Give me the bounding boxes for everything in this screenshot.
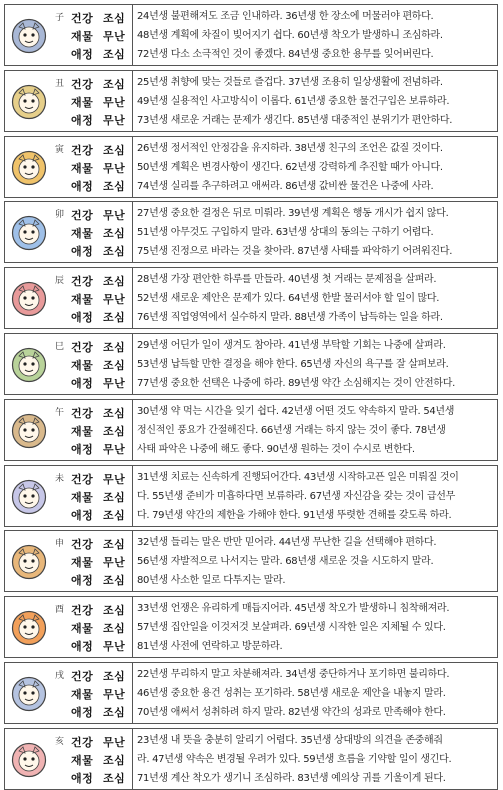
health-value: 조심 xyxy=(103,12,126,25)
fortune-line: 28년생 가장 편안한 하루를 만들라. 40년생 첫 거래는 문제점을 살펴라. xyxy=(137,274,437,285)
health-stat xyxy=(71,142,127,158)
money-label: 재물 xyxy=(71,754,94,767)
money-label: 재물 xyxy=(71,491,94,504)
money-label: 재물 xyxy=(71,227,94,240)
health-value: 조심 xyxy=(103,275,126,288)
money-stat xyxy=(71,28,127,44)
fortune-line: 29년생 어딘가 일이 생겨도 참아라. 41년생 부탁할 기회는 나중에 살펴라. xyxy=(137,340,446,351)
monkey-icon xyxy=(11,544,47,580)
love-label: 애정 xyxy=(71,114,94,127)
zodiac-character: 未 xyxy=(55,474,65,484)
health-label: 건강 xyxy=(71,604,94,617)
rat-icon xyxy=(11,18,47,54)
love-label: 애정 xyxy=(71,377,94,390)
fortune-line: 다. 55년생 준비가 미흡하다면 보류하라. 67년생 자신감을 갖는 것이 급선무 xyxy=(137,491,455,502)
love-value: 조심 xyxy=(103,311,126,324)
zodiac-summary xyxy=(5,71,129,131)
snake-icon xyxy=(11,347,47,383)
fortune-line: 33년생 언쟁은 유리하게 매듭지어라. 45년생 착오가 발생하니 침착해져라. xyxy=(137,603,450,614)
fortune-line: 73년생 새로운 거래는 문제가 생긴다. 85년생 대중적인 분위기가 편안하다. xyxy=(137,115,453,126)
zodiac-summary xyxy=(5,729,129,789)
fortune-line: 30년생 약 먹는 시간을 잊기 쉽다. 42년생 어떤 것도 약속하지 말라. 54년생 xyxy=(137,406,455,417)
love-label: 애정 xyxy=(71,180,94,193)
zodiac-row xyxy=(4,662,498,724)
health-stat xyxy=(71,734,127,750)
love-value: 조심 xyxy=(103,180,126,193)
fortune-text xyxy=(132,729,497,789)
money-label: 재물 xyxy=(71,30,94,43)
love-value: 조심 xyxy=(103,772,126,785)
money-stat xyxy=(71,423,127,439)
fortune-line: 52년생 새로운 제안은 문제가 있다. 64년생 한발 물러서야 할 일이 많다. xyxy=(137,293,440,304)
love-label: 애정 xyxy=(71,245,94,258)
love-label: 애정 xyxy=(71,48,94,61)
fortune-line: 46년생 중요한 용건 성취는 포기하라. 58년생 새로운 제안을 내놓지 말라. xyxy=(137,688,446,699)
zodiac-row xyxy=(4,530,498,592)
zodiac-row xyxy=(4,267,498,329)
health-label: 건강 xyxy=(71,209,94,222)
love-label: 애정 xyxy=(71,574,94,587)
fortune-line: 72년생 다소 소극적인 것이 좋겠다. 84년생 중요한 용무를 잊어버린다. xyxy=(137,49,434,60)
pig-icon xyxy=(11,742,47,778)
zodiac-row xyxy=(4,70,498,132)
love-label: 애정 xyxy=(71,772,94,785)
fortune-line: 사태 파악은 나중에 해도 좋다. 90년생 원하는 것이 수시로 변한다. xyxy=(137,444,415,455)
health-value: 조심 xyxy=(103,670,126,683)
fortune-line: 32년생 들리는 말은 반만 믿어라. 44년생 무난한 길을 선택해야 편하다. xyxy=(137,537,437,548)
love-value: 무난 xyxy=(103,114,126,127)
zodiac-character: 酉 xyxy=(55,605,65,615)
health-stat xyxy=(71,339,127,355)
health-label: 건강 xyxy=(71,407,94,420)
love-stat xyxy=(71,178,127,194)
love-label: 애정 xyxy=(71,509,94,522)
zodiac-character: 寅 xyxy=(55,145,65,155)
fortune-line: 75년생 진정으로 바라는 것을 찾아라. 87년생 사태를 파악하기 어려워진다. xyxy=(137,246,453,257)
zodiac-row xyxy=(4,399,498,461)
health-value: 무난 xyxy=(103,473,126,486)
health-label: 건강 xyxy=(71,144,94,157)
zodiac-character: 午 xyxy=(55,408,65,418)
fortune-text xyxy=(132,663,497,723)
money-value: 무난 xyxy=(103,96,126,109)
money-value: 조심 xyxy=(103,425,126,438)
zodiac-row xyxy=(4,201,498,263)
zodiac-character: 申 xyxy=(55,539,65,549)
money-stat xyxy=(71,357,127,373)
fortune-line: 71년생 계산 착오가 생기니 조심하라. 83년생 예의상 귀를 기울이게 된다. xyxy=(137,773,446,784)
fortune-line: 50년생 계획은 변경사항이 생긴다. 62년생 강력하게 추진할 때가 아니다. xyxy=(137,162,443,173)
love-label: 애정 xyxy=(71,640,94,653)
money-stat xyxy=(71,160,127,176)
money-value: 무난 xyxy=(103,30,126,43)
health-label: 건강 xyxy=(71,670,94,683)
dog-icon xyxy=(11,676,47,712)
health-value: 조심 xyxy=(103,341,126,354)
fortune-line: 56년생 자발적으로 나서지는 말라. 68년생 새로운 것을 시도하지 말라. xyxy=(137,556,434,567)
fortune-line: 51년생 아무것도 구입하지 말라. 63년생 상대의 동의는 구하기 어렵다. xyxy=(137,227,434,238)
zodiac-character: 巳 xyxy=(55,342,65,352)
health-value: 조심 xyxy=(103,538,126,551)
love-stat xyxy=(71,572,127,588)
fortune-line: 74년생 실리를 추구하려고 애써라. 86년생 값비싼 물건은 나중에 사라. xyxy=(137,181,434,192)
zodiac-summary xyxy=(5,663,129,723)
money-value: 무난 xyxy=(103,293,126,306)
love-value: 무난 xyxy=(103,640,126,653)
money-label: 재물 xyxy=(71,293,94,306)
fortune-line: 80년생 사소한 일로 다투지는 말라. xyxy=(137,575,286,586)
love-stat xyxy=(71,770,127,786)
zodiac-character: 丑 xyxy=(55,79,65,89)
love-stat xyxy=(71,507,127,523)
zodiac-summary xyxy=(5,5,129,65)
health-value: 조심 xyxy=(103,407,126,420)
health-label: 건강 xyxy=(71,78,94,91)
health-stat xyxy=(71,602,127,618)
health-stat xyxy=(71,668,127,684)
fortune-line: 라. 47년생 약속은 변경될 우려가 있다. 59년생 흐름을 기약할 일이 생긴다. xyxy=(137,754,452,765)
health-stat xyxy=(71,76,127,92)
health-value: 무난 xyxy=(103,736,126,749)
money-label: 재물 xyxy=(71,688,94,701)
money-value: 조심 xyxy=(103,622,126,635)
zodiac-row xyxy=(4,333,498,395)
zodiac-character: 卯 xyxy=(55,210,65,220)
health-stat xyxy=(71,405,127,421)
fortune-text xyxy=(132,137,497,197)
zodiac-summary xyxy=(5,597,129,657)
money-value: 조심 xyxy=(103,359,126,372)
love-label: 애정 xyxy=(71,443,94,456)
love-value: 무난 xyxy=(103,443,126,456)
money-stat xyxy=(71,554,127,570)
fortune-line: 31년생 치료는 신속하게 진행되어간다. 43년생 시작하고픈 일은 미뤄질 것이 xyxy=(137,472,459,483)
money-stat xyxy=(71,94,127,110)
fortune-text xyxy=(132,71,497,131)
fortune-line: 70년생 애써서 성취하려 하지 말라. 82년생 약간의 성과로 만족해야 한다. xyxy=(137,707,446,718)
money-value: 조심 xyxy=(103,491,126,504)
health-label: 건강 xyxy=(71,341,94,354)
fortune-line: 77년생 중요한 선택은 나중에 하라. 89년생 약간 소심해지는 것이 안전하다. xyxy=(137,378,455,389)
health-value: 조심 xyxy=(103,144,126,157)
money-label: 재물 xyxy=(71,162,94,175)
fortune-line: 26년생 정서적인 안정감을 유지하라. 38년생 친구의 조언은 값질 것이다. xyxy=(137,143,443,154)
fortune-text xyxy=(132,466,497,526)
love-stat xyxy=(71,375,127,391)
zodiac-summary xyxy=(5,202,129,262)
money-label: 재물 xyxy=(71,556,94,569)
rooster-icon xyxy=(11,610,47,646)
love-label: 애정 xyxy=(71,311,94,324)
money-stat xyxy=(71,291,127,307)
fortune-line: 48년생 계획에 차질이 빚어지기 쉽다. 60년생 착오가 발생하니 조심하라. xyxy=(137,30,443,41)
zodiac-row xyxy=(4,728,498,790)
love-label: 애정 xyxy=(71,706,94,719)
dragon-icon xyxy=(11,281,47,317)
fortune-line: 49년생 실용적인 사고방식이 이롭다. 61년생 중요한 물건구입은 보류하라. xyxy=(137,96,450,107)
love-stat xyxy=(71,704,127,720)
sheep-icon xyxy=(11,479,47,515)
tiger-icon xyxy=(11,150,47,186)
health-stat xyxy=(71,536,127,552)
money-value: 무난 xyxy=(103,556,126,569)
zodiac-summary xyxy=(5,268,129,328)
zodiac-row xyxy=(4,596,498,658)
health-value: 조심 xyxy=(103,604,126,617)
rabbit-icon xyxy=(11,215,47,251)
fortune-text xyxy=(132,597,497,657)
fortune-line: 24년생 불편해져도 조금 인내하라. 36년생 한 장소에 머물러야 편하다. xyxy=(137,11,434,22)
money-value: 조심 xyxy=(103,754,126,767)
love-value: 조심 xyxy=(103,706,126,719)
fortune-line: 정신적인 풍요가 간절해진다. 66년생 거래는 하지 않는 것이 좋다. 78년생 xyxy=(137,425,446,436)
zodiac-character: 辰 xyxy=(55,276,65,286)
fortune-line: 27년생 중요한 결정은 뒤로 미뤄라. 39년생 계획은 행동 개시가 쉽지 않다. xyxy=(137,208,449,219)
love-stat xyxy=(71,309,127,325)
fortune-line: 22년생 무리하지 말고 차분해져라. 34년생 중단하거나 포기하면 불리하다. xyxy=(137,669,450,680)
love-stat xyxy=(71,243,127,259)
zodiac-row xyxy=(4,136,498,198)
zodiac-character: 戌 xyxy=(55,671,65,681)
love-value: 무난 xyxy=(103,377,126,390)
fortune-line: 81년생 사전에 연락하고 방문하라. xyxy=(137,641,283,652)
fortune-text xyxy=(132,400,497,460)
health-value: 무난 xyxy=(103,209,126,222)
money-label: 재물 xyxy=(71,96,94,109)
zodiac-summary xyxy=(5,466,129,526)
zodiac-character: 亥 xyxy=(55,737,65,747)
love-stat xyxy=(71,638,127,654)
money-label: 재물 xyxy=(71,425,94,438)
money-stat xyxy=(71,489,127,505)
money-label: 재물 xyxy=(71,622,94,635)
fortune-line: 25년생 취향에 맞는 것들로 즐겁다. 37년생 조용히 일상생활에 전념하라. xyxy=(137,77,443,88)
fortune-text xyxy=(132,334,497,394)
horse-icon xyxy=(11,413,47,449)
fortune-line: 57년생 집안일을 이것저것 보살펴라. 69년생 시작한 일은 지체될 수 있다. xyxy=(137,622,446,633)
money-value: 무난 xyxy=(103,162,126,175)
health-stat xyxy=(71,207,127,223)
fortune-line: 23년생 내 뜻을 충분히 알리기 어렵다. 35년생 상대방의 의견을 존중해줘 xyxy=(137,735,443,746)
fortune-line: 다. 79년생 약간의 제한을 가해야 한다. 91년생 뚜렷한 견해를 갖도록 하라. xyxy=(137,510,452,521)
horoscope-table xyxy=(4,4,498,786)
health-label: 건강 xyxy=(71,275,94,288)
money-stat xyxy=(71,686,127,702)
money-value: 조심 xyxy=(103,227,126,240)
fortune-text xyxy=(132,268,497,328)
love-stat xyxy=(71,46,127,62)
love-stat xyxy=(71,112,127,128)
zodiac-summary xyxy=(5,400,129,460)
health-stat xyxy=(71,10,127,26)
love-value: 조심 xyxy=(103,245,126,258)
ox-icon xyxy=(11,84,47,120)
money-stat xyxy=(71,752,127,768)
health-stat xyxy=(71,273,127,289)
fortune-text xyxy=(132,202,497,262)
zodiac-row xyxy=(4,465,498,527)
money-stat xyxy=(71,225,127,241)
fortune-text xyxy=(132,5,497,65)
health-stat xyxy=(71,471,127,487)
money-label: 재물 xyxy=(71,359,94,372)
health-value: 조심 xyxy=(103,78,126,91)
money-value: 무난 xyxy=(103,688,126,701)
fortune-text xyxy=(132,531,497,591)
zodiac-summary xyxy=(5,531,129,591)
zodiac-summary xyxy=(5,137,129,197)
love-value: 조심 xyxy=(103,574,126,587)
money-stat xyxy=(71,620,127,636)
love-value: 조심 xyxy=(103,48,126,61)
zodiac-summary xyxy=(5,334,129,394)
fortune-line: 53년생 납득할 만한 결정을 해야 한다. 65년생 자신의 욕구를 잘 살펴보라. xyxy=(137,359,449,370)
health-label: 건강 xyxy=(71,12,94,25)
love-value: 조심 xyxy=(103,509,126,522)
zodiac-row xyxy=(4,4,498,66)
health-label: 건강 xyxy=(71,736,94,749)
health-label: 건강 xyxy=(71,473,94,486)
love-stat xyxy=(71,441,127,457)
fortune-line: 76년생 직업영역에서 실수하지 말라. 88년생 가족이 납득하는 일을 하라. xyxy=(137,312,443,323)
zodiac-character: 子 xyxy=(55,13,65,23)
health-label: 건강 xyxy=(71,538,94,551)
